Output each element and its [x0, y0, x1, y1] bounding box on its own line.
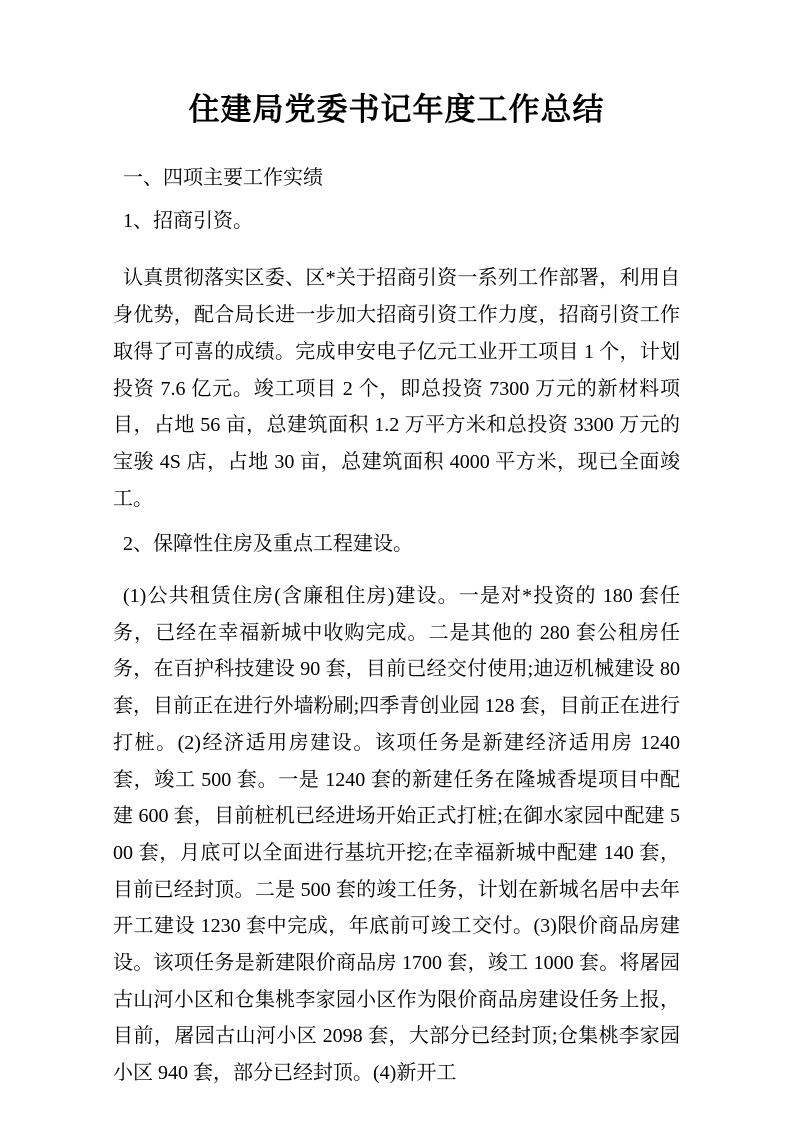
item-heading-investment-attraction: 1、招商引资。 [123, 209, 253, 232]
section-heading-main-achievements: 一、四项主要工作实绩 [123, 167, 323, 189]
item-heading-housing-projects: 2、保障性住房及重点工程建设。 [123, 533, 413, 556]
document-title: 住建局党委书记年度工作总结 [188, 92, 605, 127]
paragraph-housing-projects: (1)公共租赁住房(含廉租住房)建设。一是对*投资的 180 套任务，已经在幸福新城中收购完成。二是其他的 280 套公租房任务，在百护科技建设 90 套，目前已经交付使用;迪迈机械建设 80 套，目前正在进行外墙粉刷;四季青创业园 128 套，目前正在进行打桩。(2)经济适用房建设。该项任务是新建经济适用房 1240 套，竣工 500 套。一是 1240 套的新建任务在隆城香堤项目中配建 600 套，目前桩机已经进场开始正式打桩;在御水家园中配建 500 套，月底可以全面进行基坑开挖;在幸福新城中配建 140 套，目前已经封顶。二是 500 套的竣工任务，计划在新城名居中去年开工建设 1230 套中完成，年底前可竣工交付。(3)限价商品房建设。该项任务是新建限价商品房 1700 套，竣工 1000 套。将屠园古山河小区和仓集桃李家园小区作为限价商品房建设任务上报，目前，屠园古山河小区 2098 套，大部分已经封顶;仓集桃李家园小区 940 套，部分已经封顶。(4)新开工 [113, 585, 680, 1085]
paragraph-investment-attraction: 认真贯彻落实区委、区*关于招商引资一系列工作部署，利用自身优势，配合局长进一步加大招商引资工作力度，招商引资工作取得了可喜的成绩。完成申安电子亿元工业开工项目 1 个，计划投资 7.6 亿元。竣工项目 2 个，即总投资 7300 万元的新材料项目，占地 56 亩，总建筑面积 1.2 万平方米和总投资 3300 万元的宝骏 4S 店，占地 30 亩，总建筑面积 4000 平方米，现已全面竣工。 [113, 267, 680, 510]
